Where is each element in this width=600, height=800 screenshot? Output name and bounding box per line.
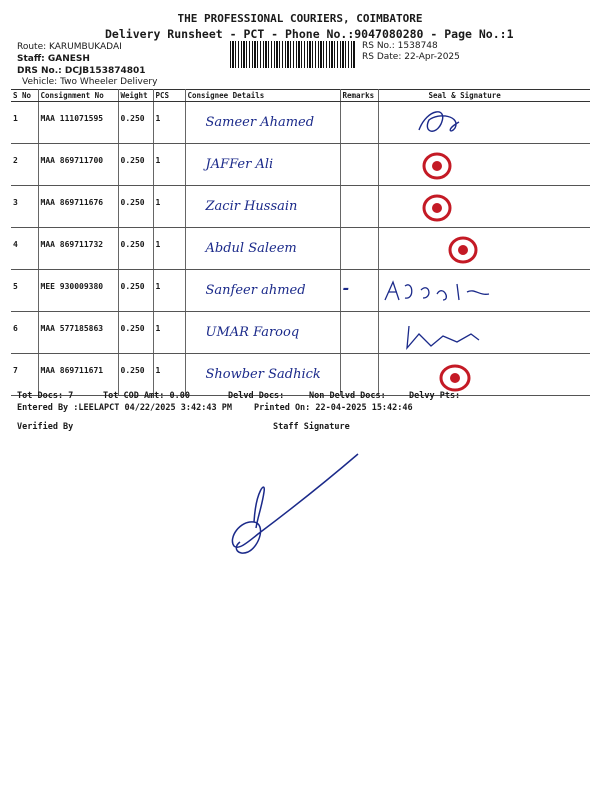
table-row [11,270,590,312]
cell-remarks [340,186,378,228]
cell-pcs: 1 [153,312,185,354]
cell-sno: 1 [11,102,38,144]
col-pcs: PCS [153,90,185,102]
cell-weight: 0.250 [118,354,153,396]
cell-consignment: MEE 930009380 [38,270,118,312]
cell-signature [378,144,590,186]
cell-weight: 0.250 [118,312,153,354]
cell-consignee [185,354,340,396]
cell-signature [378,312,590,354]
consignee-handwriting: JAFFer Ali [205,157,274,172]
cell-weight: 0.250 [118,270,153,312]
cell-consignee [185,186,340,228]
non-delivered-docs: Non Delvd Docs: [309,391,386,401]
cell-consignment: MAA 869711671 [38,354,118,396]
table-row [11,102,590,144]
cell-consignee [185,312,340,354]
cell-weight: 0.250 [118,144,153,186]
table-row [11,186,590,228]
col-seal-signature: Seal & Signature [378,90,590,102]
table-row [11,228,590,270]
cell-consignee [185,144,340,186]
cell-consignment: MAA 869711700 [38,144,118,186]
col-sno: S No [11,90,38,102]
cell-consignment: MAA 869711732 [38,228,118,270]
consignee-handwriting: Sameer Ahamed [205,115,315,130]
table-header-row [11,90,590,102]
col-consignment: Consignment No [38,90,118,102]
col-weight: Weight [118,90,153,102]
cell-remarks [340,228,378,270]
entered-by: Entered By :LEELAPCT 04/22/2025 3:42:43 PM [17,403,232,413]
cell-sno: 5 [11,270,38,312]
total-cod: Tot COD Amt: 0.00 [103,391,190,401]
cell-remarks: - [340,270,378,312]
table-row [11,144,590,186]
staff-signature-label: Staff Signature [273,422,350,432]
consignee-handwriting: Zacir Hussain [205,199,298,214]
consignee-handwriting: Showber Sadhick [205,367,321,382]
seal-stamp [379,354,591,395]
cell-signature [378,186,590,228]
cell-sno: 4 [11,228,38,270]
cell-remarks [340,102,378,144]
delivered-docs: Delvd Docs: [228,391,285,401]
vehicle-label: Vehicle: Two Wheeler Delivery [22,77,158,87]
seal-stamp [379,228,591,269]
cell-consignee [185,102,340,144]
col-remarks: Remarks [340,90,378,102]
consignee-handwriting: Abdul Saleem [205,241,297,256]
cell-sno: 6 [11,312,38,354]
total-docs: Tot Docs: 7 [17,391,74,401]
runsheet-title: Delivery Runsheet - PCT - Phone No.:9047080280 - Page No.:1 [105,27,514,41]
company-title: THE PROFESSIONAL COURIERS, COIMBATORE [177,12,423,25]
barcode [230,41,356,68]
col-consignee: Consignee Details [185,90,340,102]
cell-pcs: 1 [153,354,185,396]
cell-consignee [185,228,340,270]
cell-remarks [340,354,378,396]
cell-weight: 0.250 [118,186,153,228]
staff-signature [210,450,370,560]
cell-signature [378,270,590,312]
cell-consignment: MAA 869711676 [38,186,118,228]
seal-stamp [379,186,591,227]
cell-remarks [340,312,378,354]
cell-signature [378,228,590,270]
signature-scribble [379,312,591,353]
rs-number: RS No.: 1538748 [362,41,438,51]
signature-scribble [379,102,591,143]
printed-on: Printed On: 22-04-2025 15:42:46 [254,403,413,413]
cell-sno: 2 [11,144,38,186]
cell-pcs: 1 [153,228,185,270]
consignee-handwriting: UMAR Farooq [205,325,300,340]
signature-scribble [379,270,591,311]
staff-label: Staff: GANESH [17,54,90,64]
drs-label: DRS No.: DCJB153874801 [17,66,146,76]
table-row [11,354,590,396]
cell-consignee [185,270,340,312]
cell-pcs: 1 [153,102,185,144]
route-label: Route: KARUMBUKADAI [17,42,122,52]
cell-consignment: MAA 577185863 [38,312,118,354]
cell-sno: 3 [11,186,38,228]
cell-remarks [340,144,378,186]
verified-by-label: Verified By [17,422,74,432]
runsheet-table [11,89,590,396]
table-row [11,312,590,354]
cell-sno: 7 [11,354,38,396]
cell-signature [378,354,590,396]
rs-date: RS Date: 22-Apr-2025 [362,52,460,62]
cell-weight: 0.250 [118,228,153,270]
cell-pcs: 1 [153,270,185,312]
consignee-handwriting: Sanfeer ahmed [205,283,306,298]
cell-consignment: MAA 111071595 [38,102,118,144]
cell-weight: 0.250 [118,102,153,144]
cell-pcs: 1 [153,144,185,186]
cell-signature [378,102,590,144]
seal-stamp [379,144,591,185]
delivery-points: Delvy Pts: [409,391,461,401]
cell-pcs: 1 [153,186,185,228]
